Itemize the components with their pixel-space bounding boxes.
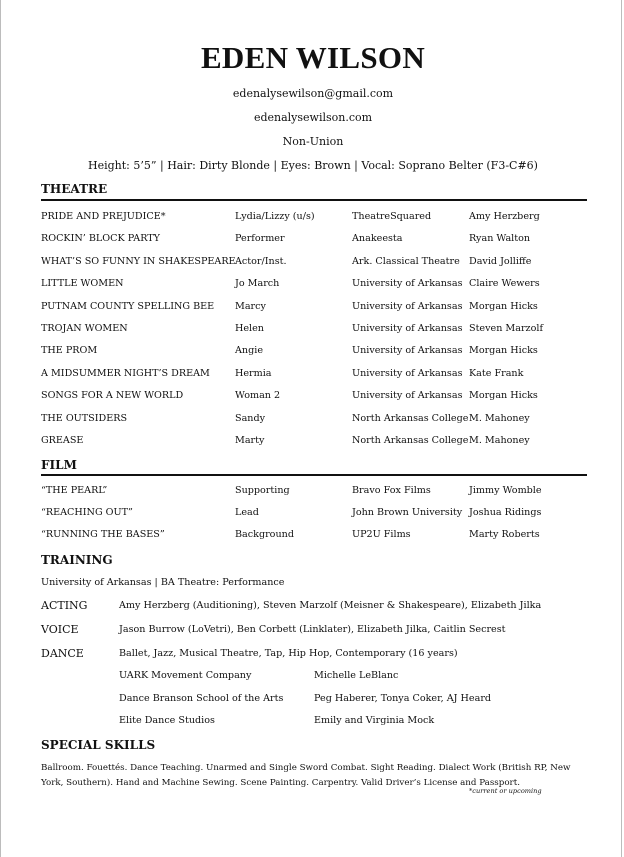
- theatre-director: Steven Marzolf: [469, 323, 544, 334]
- theatre-role: Performer: [235, 233, 285, 245]
- theatre-row: [1, 413, 624, 427]
- theatre-director: Morgan Hicks: [469, 390, 538, 402]
- voice-label: VOICE: [41, 623, 79, 636]
- email: edenalysewilson@gmail.com: [232, 87, 394, 100]
- dance-school: Elite Dance Studios: [119, 715, 215, 726]
- theatre-title: THE OUTSIDERS: [41, 412, 128, 424]
- film-role: Supporting: [235, 485, 290, 496]
- theatre-title: PRIDE AND PREJUDICE*: [41, 211, 166, 222]
- acting-label: ACTING: [41, 599, 88, 612]
- film-row: [1, 529, 624, 543]
- film-company: John Brown University: [352, 507, 463, 519]
- theatre-title: TROJAN WOMEN: [41, 323, 128, 334]
- film-row: [1, 507, 624, 521]
- theatre-title: WHAT’S SO FUNNY IN SHAKESPEARE: [41, 255, 236, 267]
- theatre-role: Marcy: [235, 300, 266, 312]
- theatre-role: Angie: [235, 345, 263, 357]
- film-title: “THE PEARL”: [41, 485, 108, 496]
- theatre-company: University of Arkansas: [352, 323, 463, 334]
- theatre-director: Morgan Hicks: [469, 345, 538, 357]
- theatre-role: Hermia: [235, 367, 272, 379]
- theatre-row: [1, 211, 624, 225]
- film-role: Lead: [235, 507, 259, 519]
- theatre-director: Amy Herzberg: [469, 211, 540, 222]
- union-status: Non-Union: [282, 135, 344, 148]
- theatre-row: [1, 233, 624, 247]
- special-skills-heading: SPECIAL SKILLS: [41, 738, 156, 752]
- theatre-company: North Arkansas College: [352, 435, 469, 446]
- theatre-title: LITTLE WOMEN: [41, 278, 124, 290]
- theatre-title: PUTNAM COUNTY SPELLING BEE: [41, 300, 215, 312]
- dance-teacher: Michelle LeBlanc: [314, 670, 399, 681]
- dance-teacher: Emily and Virginia Mock: [314, 715, 435, 726]
- theatre-role: Woman 2: [235, 390, 281, 402]
- theatre-divider: [41, 199, 587, 201]
- dance-label: DANCE: [41, 647, 84, 660]
- film-company: Bravo Fox Films: [352, 485, 431, 496]
- training-school: University of Arkansas | BA Theatre: Performance: [41, 577, 285, 588]
- film-title: “RUNNING THE BASES”: [41, 529, 165, 541]
- theatre-row: [1, 256, 624, 270]
- film-company: UP2U Films: [352, 529, 411, 541]
- theatre-company: University of Arkansas: [352, 367, 463, 379]
- theatre-heading: THEATRE: [41, 182, 108, 196]
- theatre-row: [1, 278, 624, 292]
- theatre-company: University of Arkansas: [352, 300, 463, 312]
- voice-teachers: Jason Burrow (LoVetri), Ben Corbett (Linklater), Elizabeth Jilka, Caitlin Secrest: [119, 624, 506, 635]
- training-heading: TRAINING: [41, 553, 113, 567]
- theatre-title: GREASE: [41, 435, 84, 446]
- film-heading: FILM: [41, 458, 77, 472]
- special-skills-text: Ballroom. Fouettés. Dance Teaching. Unarmed and Single Sword Combat. Sight Reading. Dialect Work (British RP, New York, Southern). Hand and Machine Sewing. Scene Painting. Carpentry. Valid Driver’s License and Passport.: [41, 763, 571, 788]
- theatre-row: [1, 435, 624, 449]
- physical-stats: Height: 5’5” | Hair: Dirty Blonde | Eyes: Brown | Vocal: Soprano Belter (F3-C#6): [88, 159, 538, 172]
- theatre-role: Marty: [235, 435, 265, 446]
- film-title: “REACHING OUT”: [41, 507, 133, 519]
- theatre-company: North Arkansas College: [352, 412, 469, 424]
- film-director: Marty Roberts: [469, 529, 540, 541]
- theatre-company: University of Arkansas: [352, 390, 463, 402]
- dance-teacher: Peg Haberer, Tonya Coker, AJ Heard: [314, 693, 492, 704]
- film-divider: [41, 474, 587, 476]
- dance-school: UARK Movement Company: [119, 670, 252, 681]
- theatre-row: [1, 390, 624, 404]
- theatre-company: Anakeesta: [352, 233, 403, 245]
- theatre-company: TheatreSquared: [352, 211, 432, 222]
- theatre-role: Jo March: [235, 278, 280, 290]
- theatre-director: M. Mahoney: [469, 435, 530, 446]
- theatre-company: University of Arkansas: [352, 278, 463, 290]
- theatre-role: Lydia/Lizzy (u/s): [235, 211, 315, 222]
- theatre-director: Kate Frank: [469, 367, 524, 379]
- theatre-row: [1, 345, 624, 359]
- theatre-company: Ark. Classical Theatre: [352, 255, 460, 267]
- resume-name: EDEN WILSON: [200, 40, 426, 75]
- theatre-row: [1, 368, 624, 382]
- theatre-director: Claire Wewers: [469, 278, 540, 290]
- theatre-row: [1, 301, 624, 315]
- film-role: Background: [235, 529, 294, 541]
- theatre-title: A MIDSUMMER NIGHT’S DREAM: [41, 367, 210, 379]
- dance-school: Dance Branson School of the Arts: [119, 693, 284, 704]
- film-director: Jimmy Womble: [469, 485, 542, 496]
- theatre-role: Helen: [235, 323, 264, 334]
- film-row: [1, 485, 624, 499]
- theatre-director: Morgan Hicks: [469, 300, 538, 312]
- theatre-row: [1, 323, 624, 337]
- footnote: *current or upcoming: [469, 787, 542, 795]
- theatre-director: M. Mahoney: [469, 412, 530, 424]
- dance-styles: Ballet, Jazz, Musical Theatre, Tap, Hip Hop, Contemporary (16 years): [119, 648, 458, 659]
- acting-teachers: Amy Herzberg (Auditioning), Steven Marzolf (Meisner & Shakespeare), Elizabeth Jilka: [119, 600, 542, 611]
- theatre-company: University of Arkansas: [352, 345, 463, 357]
- film-director: Joshua Ridings: [469, 507, 542, 519]
- theatre-director: Ryan Walton: [469, 233, 531, 245]
- theatre-title: THE PROM: [41, 345, 98, 357]
- theatre-title: ROCKIN’ BLOCK PARTY: [41, 233, 161, 245]
- theatre-title: SONGS FOR A NEW WORLD: [41, 390, 184, 402]
- website: edenalysewilson.com: [253, 111, 373, 124]
- theatre-role: Sandy: [235, 412, 266, 424]
- theatre-director: David Jolliffe: [469, 255, 532, 267]
- theatre-role: Actor/Inst.: [235, 255, 287, 267]
